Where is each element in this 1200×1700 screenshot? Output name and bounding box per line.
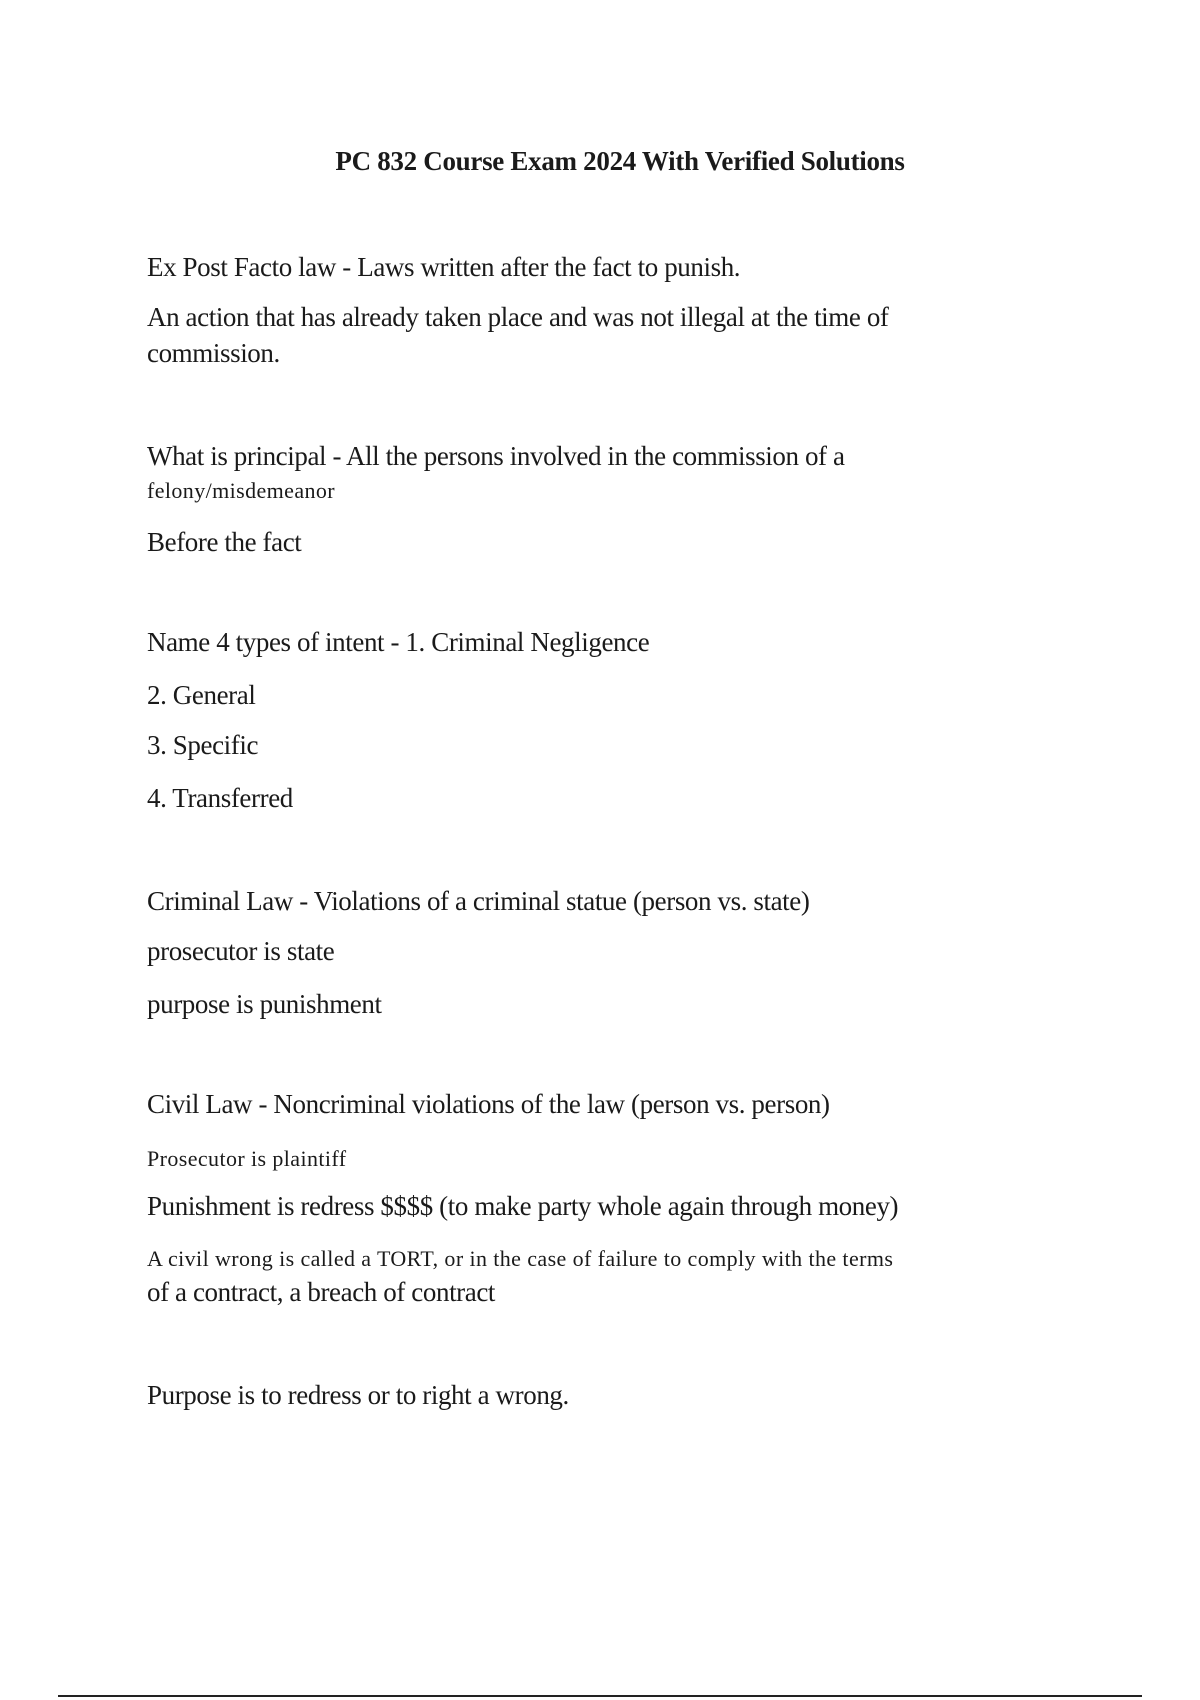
ex-post-facto-definition: Ex Post Facto law - Laws written after the fact to punish. bbox=[147, 252, 741, 282]
ex-post-facto-detail-line-2: commission. bbox=[147, 338, 280, 368]
civil-law-purpose: Purpose is to redress or to right a wrong. bbox=[147, 1380, 569, 1410]
civil-law-definition: Civil Law - Noncriminal violations of the law (person vs. person) bbox=[147, 1089, 830, 1119]
ex-post-facto-detail-line-1: An action that has already taken place and was not illegal at the time of bbox=[147, 302, 889, 332]
intent-types-question: Name 4 types of intent - 1. Criminal Negligence bbox=[147, 627, 650, 657]
intent-type-general: 2. General bbox=[147, 680, 256, 710]
civil-law-tort-line-1: A civil wrong is called a TORT, or in the case of failure to comply with the terms bbox=[147, 1246, 894, 1271]
civil-law-prosecutor: Prosecutor is plaintiff bbox=[147, 1146, 347, 1171]
footer-divider bbox=[58, 1695, 1142, 1697]
intent-type-transferred: 4. Transferred bbox=[147, 783, 293, 813]
principal-before-the-fact: Before the fact bbox=[147, 527, 302, 557]
intent-type-specific: 3. Specific bbox=[147, 730, 259, 760]
principal-definition-continued: felony/misdemeanor bbox=[147, 478, 336, 503]
civil-law-punishment: Punishment is redress $$$$ (to make party whole again through money) bbox=[147, 1191, 899, 1221]
criminal-law-purpose: purpose is punishment bbox=[147, 989, 382, 1019]
principal-definition: What is principal - All the persons involved in the commission of a bbox=[147, 441, 845, 471]
criminal-law-prosecutor: prosecutor is state bbox=[147, 936, 335, 966]
document-title: PC 832 Course Exam 2024 With Verified Solutions bbox=[335, 146, 905, 176]
civil-law-tort-line-2: of a contract, a breach of contract bbox=[147, 1277, 496, 1307]
criminal-law-definition: Criminal Law - Violations of a criminal statue (person vs. state) bbox=[147, 886, 810, 916]
